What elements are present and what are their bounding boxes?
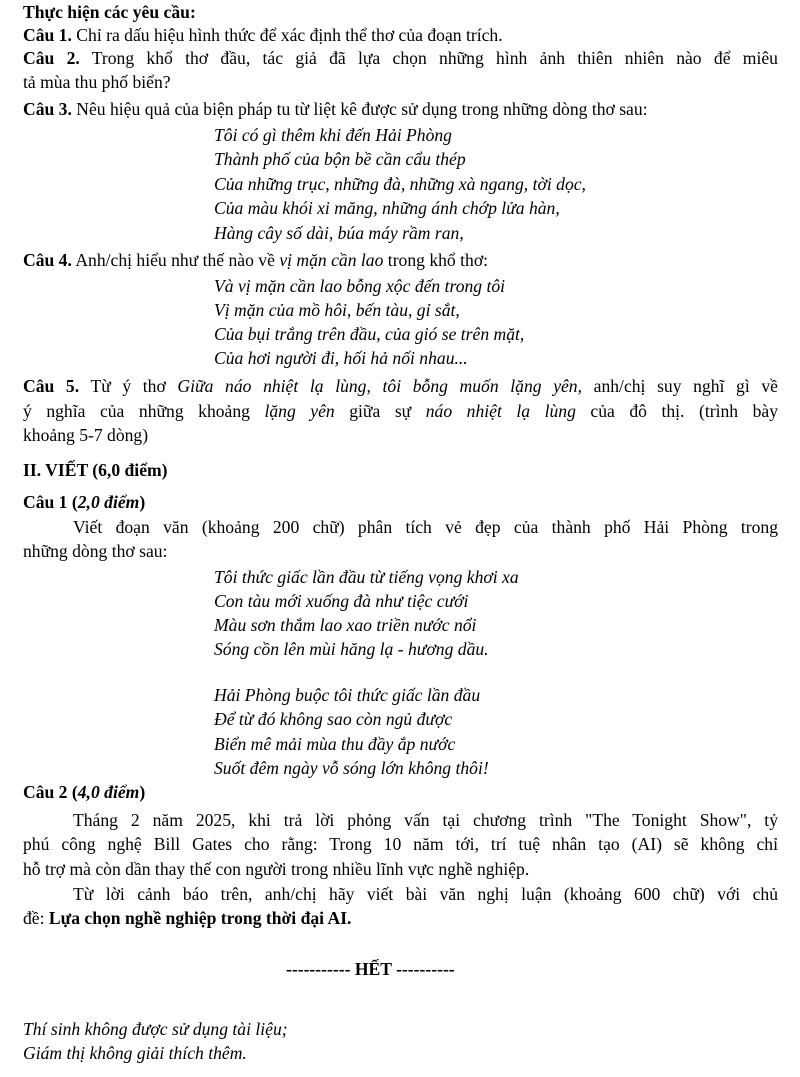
question-4-quote: vị mặn cần lao	[279, 250, 384, 270]
essay-2-topic: Lựa chọn nghề nghiệp trong thời đại AI.	[48, 908, 352, 928]
question-3	[23, 98, 648, 121]
question-5-quote: Giữa náo nhiệt lạ lùng, tôi bỗng muốn lặng yên,	[177, 376, 583, 396]
poem-4-line: Suốt đêm ngày vỗ sóng lớn không thôi!	[214, 758, 489, 778]
footer-note-1: Thí sinh không được sử dụng tài liệu;	[23, 1019, 288, 1039]
poem-2-line: Và vị mặn cần lao bỗng xộc đến trong tôi	[214, 276, 506, 296]
end-mark: ----------- HẾT ----------	[286, 959, 455, 979]
essay-2-heading	[23, 781, 145, 804]
poem-4-line: Để từ đó không sao còn ngủ được	[214, 709, 453, 729]
question-3-text: Nêu hiệu quả của biện pháp tu từ liệt kê được sử dụng trong những dòng thơ sau:	[71, 99, 648, 119]
question-1-label: Câu 1.	[23, 25, 72, 45]
poem-1-line: Tôi có gì thêm khi đến Hải Phòng	[214, 125, 452, 145]
section-2-title: II. VIẾT (6,0 điểm)	[23, 460, 168, 480]
question-5-l2-c: của đô thị. (trình bày	[575, 401, 779, 421]
question-4-label: Câu 4.	[23, 250, 72, 270]
question-5-l2-a: ý nghĩa của những khoảng	[23, 401, 265, 421]
question-4-text-end: trong khổ thơ:	[383, 250, 489, 270]
question-3-label: Câu 3.	[23, 99, 72, 119]
essay-2-para-1-line-1: Tháng 2 năm 2025, khi trả lời phỏng vấn tại chương trình "The Tonight Show", tỷ	[73, 810, 778, 830]
essay-2-close: )	[139, 782, 146, 802]
question-2-line-2: tả mùa thu phố biển?	[23, 72, 171, 92]
essay-2-para-2-line-1: Từ lời cảnh báo trên, anh/chị hãy viết bài văn nghị luận (khoảng 600 chữ) với chủ	[73, 884, 778, 904]
essay-2-topic-prefix: đề:	[23, 908, 49, 928]
poem-1-line: Thành phố của bộn bề cần cẩu thép	[214, 149, 466, 169]
question-4-text: Anh/chị hiểu như thế nào về	[71, 250, 280, 270]
question-2-label: Câu 2.	[23, 48, 80, 68]
poem-3-line: Con tàu mới xuống đà như tiệc cưới	[214, 591, 469, 611]
question-5-text-b: anh/chị suy nghĩ gì về	[582, 376, 778, 396]
question-5-text: Từ ý thơ	[79, 376, 178, 396]
poem-3-line: Tôi thức giấc lần đầu từ tiếng vọng khơi xa	[214, 567, 519, 587]
essay-1-points: 2,0 điểm	[77, 492, 140, 512]
poem-1-line: Của màu khói xi măng, những ánh chớp lửa hàn,	[214, 198, 560, 218]
question-1-text: Chỉ ra dấu hiệu hình thức để xác định thể thơ của đoạn trích.	[71, 25, 503, 45]
poem-1-line: Của những trục, những đà, những xà ngang, tời dọc,	[214, 174, 586, 194]
poem-2-line: Của bụi trắng trên đầu, của gió se trên mặt,	[214, 324, 525, 344]
essay-2-para-2-line-2	[23, 907, 351, 930]
essay-1-close: )	[139, 492, 146, 512]
question-5-line-2	[23, 400, 778, 423]
poem-1-line: Hàng cây số dài, búa máy rầm ran,	[214, 223, 464, 243]
poem-3-line: Sóng cồn lên mùi hăng lạ - hương dầu.	[214, 639, 489, 659]
essay-2-para-1-line-2: phú công nghệ Bill Gates cho rằng: Trong 10 năm tới, trí tuệ nhân tạo (AI) sẽ không chỉ	[23, 834, 778, 854]
essay-1-label: Câu 1 (	[23, 492, 78, 512]
essay-1-heading	[23, 491, 145, 514]
question-5-line-1	[23, 375, 778, 398]
question-2-line-1	[23, 47, 778, 70]
poem-4-line: Hải Phòng buộc tôi thức giấc lần đầu	[214, 685, 481, 705]
question-5-l2-italic-1: lặng yên	[264, 401, 335, 421]
essay-1-line-1: Viết đoạn văn (khoảng 200 chữ) phân tích vẻ đẹp của thành phố Hải Phòng trong	[73, 517, 778, 537]
poem-3-line: Màu sơn thắm lao xao triền nước nổi	[214, 615, 477, 635]
question-4	[23, 249, 488, 272]
poem-2-line: Vị mặn của mồ hôi, bến tàu, gỉ sắt,	[214, 300, 460, 320]
poem-4-line: Biển mê mải mùa thu đầy ắp nước	[214, 734, 456, 754]
poem-2-line: Của hơi người đi, hối hả nối nhau...	[214, 348, 468, 368]
instructions-heading: Thực hiện các yêu cầu:	[23, 2, 196, 22]
question-5-label: Câu 5.	[23, 376, 80, 396]
footer-note-2: Giám thị không giải thích thêm.	[23, 1043, 247, 1063]
question-1	[23, 24, 503, 47]
question-5-l2-b: giữa sự	[334, 401, 426, 421]
question-2-text: Trong khổ thơ đầu, tác giả đã lựa chọn những hình ảnh thiên nhiên nào để miêu	[79, 48, 778, 68]
essay-2-label: Câu 2 (	[23, 782, 78, 802]
essay-2-para-1-line-3: hỗ trợ mà còn dần thay thế con người trong nhiều lĩnh vực nghề nghiệp.	[23, 859, 530, 879]
essay-2-points: 4,0 điểm	[77, 782, 140, 802]
essay-1-line-2: những dòng thơ sau:	[23, 541, 168, 561]
question-5-l2-italic-2: náo nhiệt lạ lùng	[425, 401, 576, 421]
question-5-line-3: khoảng 5-7 dòng)	[23, 425, 149, 445]
